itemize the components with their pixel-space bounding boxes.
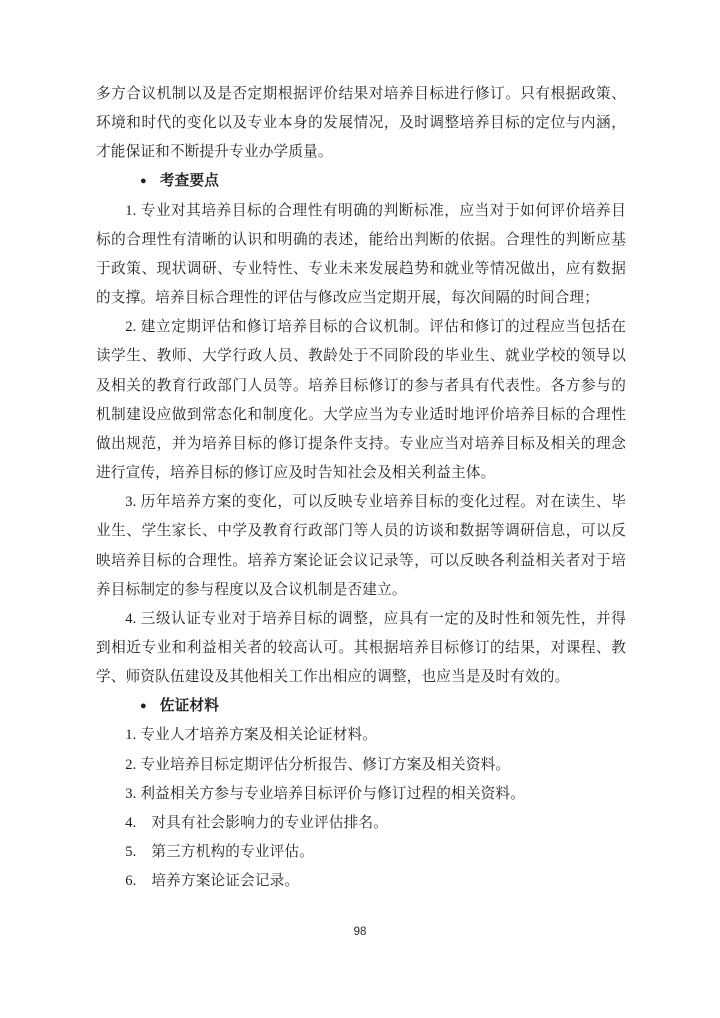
examination-point-paragraph-3: 3. 历年培养方案的变化，可以反映专业培养目标的变化过程。对在读生、毕业生、学生家长、中学及教育行政部门等人员的访谈和数据等调研信息，可以反映培养目标的合理性。培养方案论证会议记录等，可以反映各利益相关者对于培养目标制定的参与程度以及合议机制是否建立。 — [96, 494, 626, 598]
supporting-material-item-1: 1. 专业人才培养方案及相关论证材料。 — [125, 727, 378, 744]
section-heading-supporting-materials — [96, 692, 626, 721]
supporting-material-item-6: 6. 培养方案论证会记录。 — [125, 873, 300, 890]
page-number: 98 — [353, 926, 367, 938]
supporting-material-item-3: 3. 利益相关方参与专业培养目标评价与修订过程的相关资料。 — [125, 785, 526, 802]
bullet-icon: ● — [140, 700, 147, 713]
supporting-material-item-2: 2. 专业培养目标定期评估分析报告、修订方案及相关资料。 — [125, 756, 511, 773]
examination-point-paragraph-4: 4. 三级认证专业对于培养目标的调整，应具有一定的及时性和领先性，并得到相近专业和利益相关者的较高认可。其根据培养目标修订的结果，对课程、教学、师资队伍建设及其他相关工作出相应的调整，也应当是及时有效的。 — [96, 610, 626, 686]
examination-point-paragraph-2: 2. 建立定期评估和修订培养目标的合议机制。评估和修订的过程应当包括在读学生、教师、大学行政人员、教龄处于不同阶段的毕业生、就业学校的领导以及相关的教育行政部门人员等。培养目标修订的参与者具有代表性。各方参与的机制建设应做到常态化和制度化。大学应当为专业适时地评价培养目标的合理性做出规范，并为培养目标的修订提条件支持。专业应当对培养目标及相关的理念进行宣传，培养目标的修订应及时告知社会及相关利益主体。 — [96, 319, 626, 482]
section-heading-text: 佐证材料 — [159, 698, 220, 715]
supporting-material-item-5: 5. 第三方机构的专业评估。 — [125, 844, 315, 861]
section-heading-text: 考查要点 — [159, 173, 220, 190]
continuation-paragraph: 多方合议机制以及是否定期根据评价结果对培养目标进行修订。只有根据政策、环境和时代的变化以及专业本身的发展情况，及时调整培养目标的定位与内涵，才能保证和不断提升专业办学质量。 — [96, 86, 626, 161]
bullet-icon: ● — [140, 175, 147, 188]
supporting-material-item-4: 4. 对具有社会影响力的专业评估排名。 — [125, 814, 389, 831]
examination-point-paragraph-1: 1. 专业对其培养目标的合理性有明确的判断标准，应当对于如何评价培养目标的合理性有清晰的认识和明确的表述，能给出判断的依据。合理性的判断应基于政策、现状调研、专业特性、专业未来发展趋势和就业等情况做出，应有数据的支撑。培养目标合理性的评估与修改应当定期开展，每次间隔的时间合理； — [96, 202, 626, 307]
section-heading-examination-points — [96, 167, 626, 196]
page-content — [96, 80, 626, 896]
